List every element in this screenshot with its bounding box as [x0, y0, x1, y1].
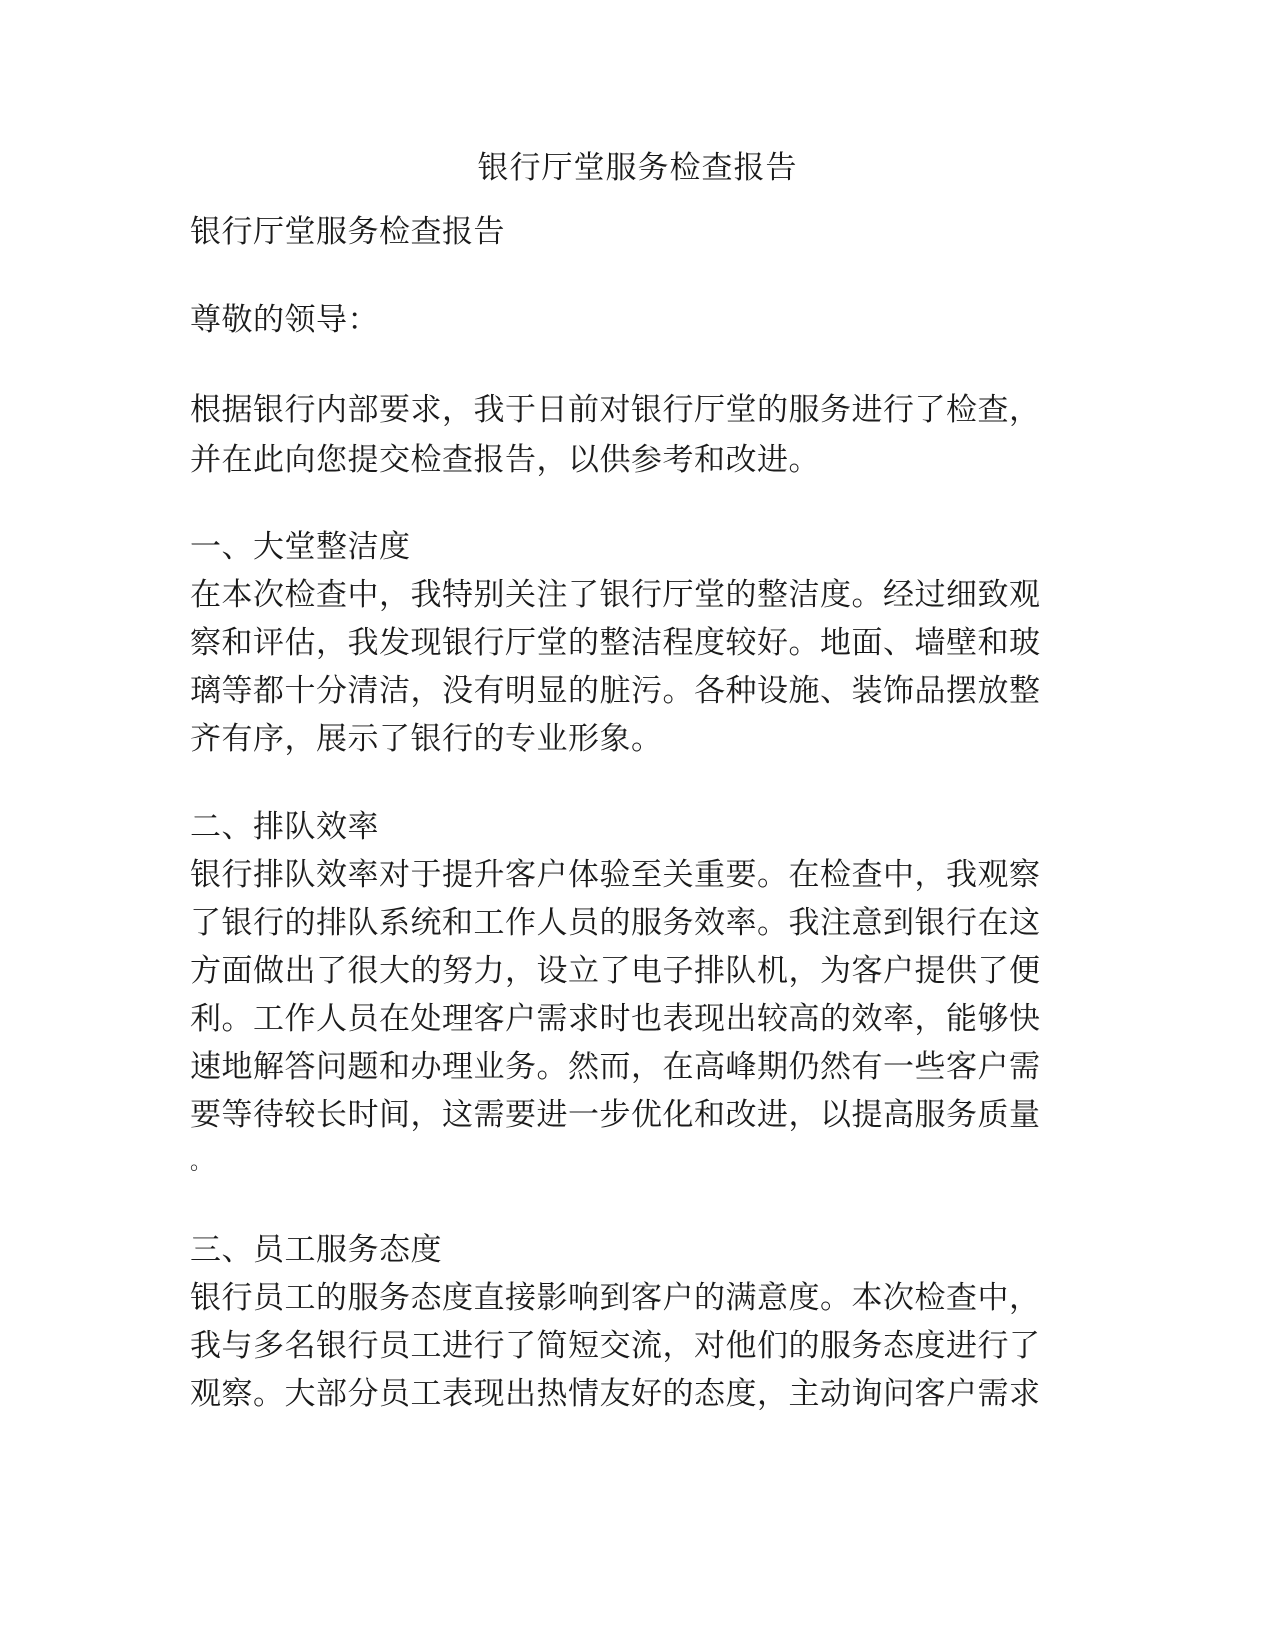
paragraph-line: 银行排队效率对于提升客户体验至关重要。在检查中，我观察: [190, 857, 1041, 893]
paragraph-line: 要等待较长时间，这需要进一步优化和改进，以提高服务质量: [190, 1097, 1041, 1133]
paragraph-line: 。: [190, 1150, 213, 1175]
intro-line-2: 并在此向您提交检查报告，以供参考和改进。: [190, 442, 820, 478]
section-heading-staff-attitude: 三、员工服务态度: [190, 1232, 442, 1268]
paragraph-line: 察和评估，我发现银行厅堂的整洁程度较好。地面、墙壁和玻: [190, 625, 1041, 661]
salutation: 尊敬的领导：: [190, 302, 379, 338]
paragraph-line: 利。工作人员在处理客户需求时也表现出较高的效率，能够快: [190, 1001, 1041, 1037]
paragraph-line: 方面做出了很大的努力，设立了电子排队机，为客户提供了便: [190, 953, 1041, 989]
paragraph-line: 银行员工的服务态度直接影响到客户的满意度。本次检查中，: [190, 1280, 1041, 1316]
paragraph-line: 观察。大部分员工表现出热情友好的态度，主动询问客户需求: [190, 1376, 1041, 1412]
paragraph-line: 速地解答问题和办理业务。然而，在高峰期仍然有一些客户需: [190, 1049, 1041, 1085]
paragraph-line: 了银行的排队系统和工作人员的服务效率。我注意到银行在这: [190, 905, 1041, 941]
section-heading-queue-efficiency: 二、排队效率: [190, 809, 379, 845]
page-title: 银行厅堂服务检查报告: [477, 150, 798, 186]
paragraph-line: 在本次检查中，我特别关注了银行厅堂的整洁度。经过细致观: [190, 577, 1041, 613]
paragraph-line: 齐有序，展示了银行的专业形象。: [190, 721, 663, 757]
intro-line-1: 根据银行内部要求，我于日前对银行厅堂的服务进行了检查，: [190, 392, 1041, 428]
paragraph-line: 我与多名银行员工进行了简短交流，对他们的服务态度进行了: [190, 1328, 1041, 1364]
report-subtitle: 银行厅堂服务检查报告: [190, 214, 505, 250]
paragraph-line: 璃等都十分清洁，没有明显的脏污。各种设施、装饰品摆放整: [190, 673, 1041, 709]
section-heading-cleanliness: 一、大堂整洁度: [190, 529, 411, 565]
